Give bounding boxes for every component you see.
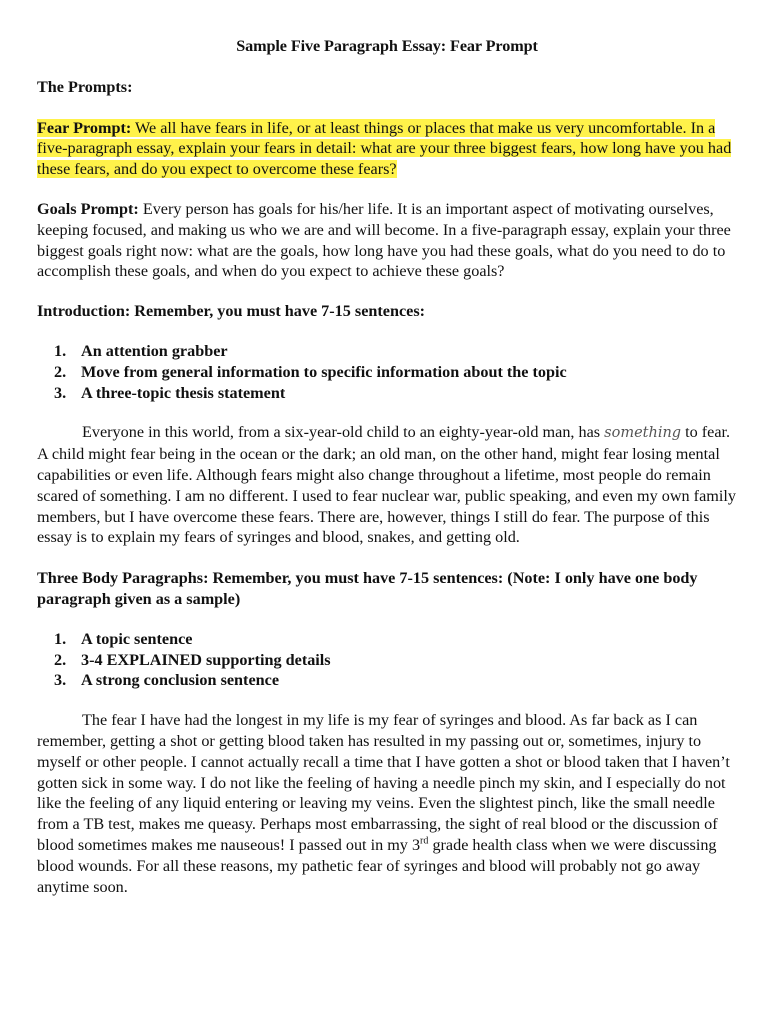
body-paragraph — [37, 710, 737, 897]
goals-prompt-label: Goals Prompt: — [37, 199, 139, 218]
introduction-paragraph — [37, 422, 737, 548]
list-item-text: Move from general information to specific information about the topic — [81, 362, 567, 381]
document-content — [37, 36, 737, 917]
list-item-number: 1. — [54, 341, 67, 360]
goals-prompt-text: Every person has goals for his/her life. It is an important aspect of motivating ourselves, keeping focused, and making us who we are and will become. In a five-paragraph essay, explain your three biggest goals right now: what are the goals, how long have you had these goals, what do you need to do to accomplish these goals, and when do you expect to achieve these goals? — [37, 199, 731, 281]
introduction-emphasis: something — [604, 425, 682, 442]
list-item — [37, 629, 737, 650]
list-item-text: An attention grabber — [81, 341, 228, 360]
list-item — [37, 383, 737, 404]
list-item — [37, 650, 737, 671]
list-item — [37, 341, 737, 362]
document-title: Sample Five Paragraph Essay: Fear Prompt — [236, 37, 538, 55]
introduction-text-start: Everyone in this world, from a six-year-old child to an eighty-year-old man, has — [82, 423, 605, 442]
list-item-text: A topic sentence — [81, 629, 193, 648]
list-item-number: 3. — [54, 383, 67, 402]
prompts-heading: The Prompts: — [37, 77, 133, 96]
body-heading: Three Body Paragraphs: Remember, you must have 7-15 sentences: (Note: I only have one body paragraph given as a sample) — [37, 569, 698, 608]
list-item-number: 3. — [54, 671, 67, 690]
introduction-heading: Introduction: Remember, you must have 7-15 sentences: — [37, 302, 426, 321]
list-item-text: A strong conclusion sentence — [81, 671, 280, 690]
list-item-number: 2. — [54, 362, 67, 381]
list-item — [37, 362, 737, 383]
body-list — [37, 629, 737, 691]
ordinal-superscript: rd — [420, 835, 429, 847]
fear-prompt-highlight — [37, 119, 731, 179]
list-item-number: 1. — [54, 629, 67, 648]
fear-prompt-text: We all have fears in life, or at least things or places that make us very uncomfortable. In a five-paragraph essay, explain your fears in detail: what are your three biggest fears, how long have you had these fears, and do you expect to overcome these fears? — [37, 118, 732, 179]
goals-prompt — [37, 199, 737, 282]
fear-prompt — [37, 118, 737, 180]
body-text-start: The fear I have had the longest in my life is my fear of syringes and blood. As far back as I can remember, getting a shot or getting blood taken has resulted in my passing out or, sometimes, injury to myself or other people. I cannot actually recall a time that I have gotten a shot or blood taken that I haven’t gotten sick in some way. I do not like the feeling of having a needle pinch my skin, and I especially do not like the feeling of any liquid entering or leaving my veins. Even the slightest pinch, like the small needle from a TB test, makes me queasy. Perhaps most embarrassing, the sight of real blood or the discussion of blood sometimes makes me nauseous! I passed out in my 3 — [37, 711, 730, 854]
introduction-list — [37, 341, 737, 403]
introduction-text-end: to fear. A child might fear being in the ocean or the dark; an old man, on the other hand, might fear losing mental capabilities or even life. Although fears might also change throughout a lifetime, most people do remain scared of something. I am no different. I used to fear nuclear war, public speaking, and even my own family members, but I have overcome these fears. There are, however, things I still do fear. The purpose of this essay is to explain my fears of syringes and blood, snakes, and getting old. — [37, 423, 736, 547]
list-item-text: 3-4 EXPLAINED supporting details — [81, 650, 331, 669]
list-item — [37, 670, 737, 691]
list-item-text: A three-topic thesis statement — [81, 383, 286, 402]
fear-prompt-label: Fear Prompt: — [37, 118, 132, 137]
list-item-number: 2. — [54, 650, 67, 669]
body-text-end: grade health class when we were discussing blood wounds. For all these reasons, my pathetic fear of syringes and blood will probably not go away anytime soon. — [37, 835, 717, 896]
